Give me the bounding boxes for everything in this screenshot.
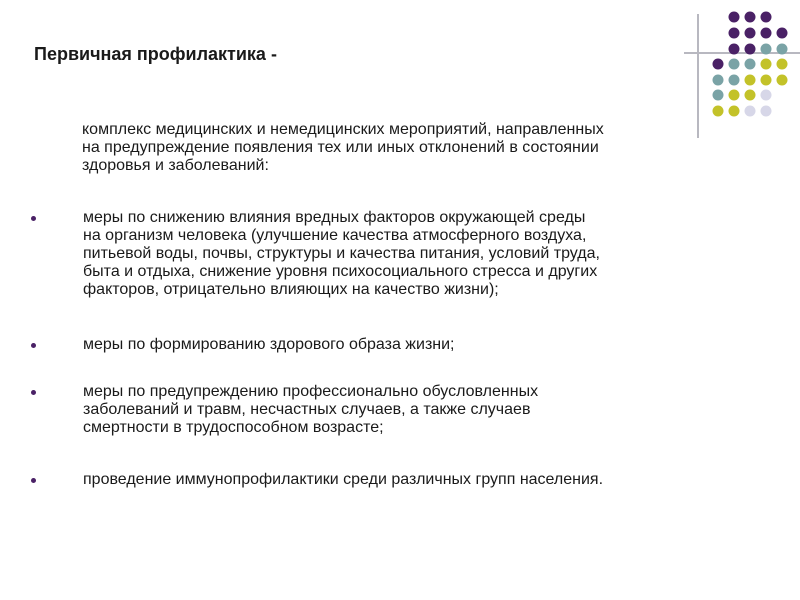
decor-dot xyxy=(713,75,724,86)
bullet-text: меры по предупреждению профессионально обусловленных заболеваний и травм, несчастных случаев, а также случаев смертности в трудоспособном возрасте; xyxy=(83,383,539,436)
decor-dot xyxy=(745,75,756,86)
decor-dot xyxy=(777,59,788,70)
decor-dot xyxy=(745,12,756,23)
decor-dot xyxy=(745,28,756,39)
decor-dot xyxy=(761,90,772,101)
decor-dot xyxy=(713,59,724,70)
bullet-dot-icon xyxy=(31,478,36,483)
bullet-text: меры по снижению влияния вредных факторов окружающей среды на организм человека (улучшение качества атмосферного воздуха, питьевой воды, почвы, структуры и качества питания, условий труда, быта и отдыха, снижение уровня психосоциального стресса и других факторов, отрицательно влияющих на качество жизни); xyxy=(83,209,600,298)
bullet-dot-icon xyxy=(31,390,36,395)
decor-dot xyxy=(777,44,788,55)
decor-dot xyxy=(761,44,772,55)
bullet-dot-icon xyxy=(31,216,36,221)
intro-paragraph: комплекс медицинских и немедицинских мероприятий, направленных на предупреждение появления тех или иных отклонений в состоянии здоровья и заболеваний: xyxy=(82,121,604,174)
decor-dot xyxy=(713,106,724,117)
decor-dot xyxy=(761,106,772,117)
decor-dot xyxy=(729,90,740,101)
decor-dot xyxy=(761,75,772,86)
bullet-dot-icon xyxy=(31,343,36,348)
decor-dot xyxy=(729,12,740,23)
decor-dot xyxy=(729,28,740,39)
decor-dot xyxy=(745,106,756,117)
decor-dot xyxy=(729,59,740,70)
bullet-text: проведение иммунопрофилактики среди различных групп населения. xyxy=(83,471,604,488)
decor-dot xyxy=(729,44,740,55)
slide-title: Первичная профилактика - xyxy=(34,44,277,64)
decor-dot xyxy=(761,59,772,70)
decor-dot xyxy=(777,75,788,86)
decor-dot xyxy=(745,90,756,101)
decor-dot xyxy=(777,28,788,39)
decor-dot xyxy=(761,28,772,39)
decor-dot xyxy=(745,59,756,70)
decor-dot xyxy=(761,12,772,23)
decor-dot xyxy=(713,90,724,101)
bullet-text: меры по формированию здорового образа жизни; xyxy=(83,336,455,353)
decor-dot xyxy=(745,44,756,55)
decor-dot xyxy=(729,75,740,86)
decor-dot xyxy=(729,106,740,117)
decor-dot-grid xyxy=(0,0,800,140)
